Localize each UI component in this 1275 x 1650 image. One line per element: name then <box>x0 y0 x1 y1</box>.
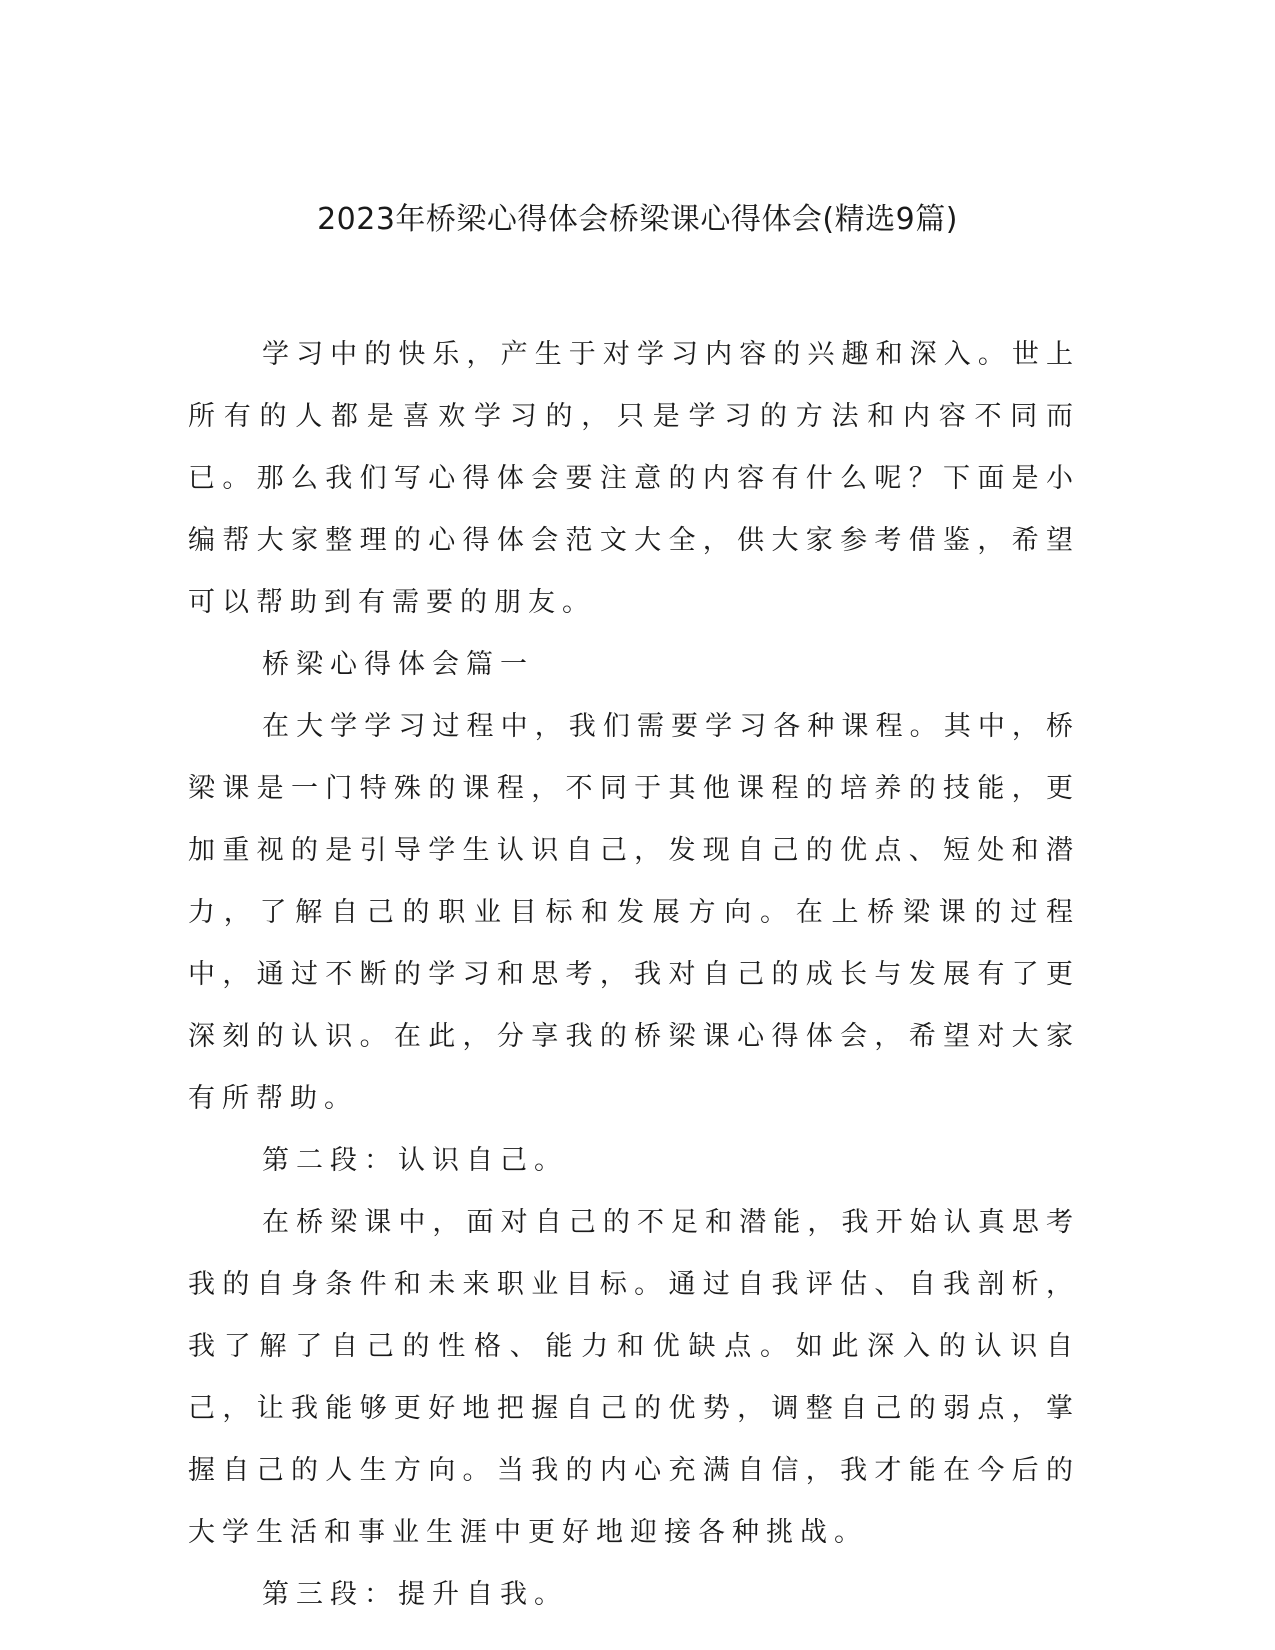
section-heading: 第二段：认识自己。 <box>262 1145 568 1176</box>
body-paragraph: 在桥梁课中，面对自己的不足和潜能，我开始认真思考我的自身条件和未来职业目标。通过自我评估、自我剖析，我了解了自己的性格、能力和优缺点。如此深入的认识自己，让我能够更好地把握自己的优势，调整自己的弱点，掌握自己的人生方向。当我的内心充满自信，我才能在今后的大学生活和事业生涯中更好地迎接各种挑战。 <box>188 1207 1080 1548</box>
intro-paragraph: 学习中的快乐，产生于对学习内容的兴趣和深入。世上所有的人都是喜欢学习的，只是学习的方法和内容不同而已。那么我们写心得体会要注意的内容有什么呢？下面是小编帮大家整理的心得体会范文大全，供大家参考借鉴，希望可以帮助到有需要的朋友。 <box>188 339 1080 618</box>
section-heading: 桥梁心得体会篇一 <box>262 649 534 680</box>
document-body <box>188 324 1080 1626</box>
section-heading: 第三段：提升自我。 <box>262 1579 568 1610</box>
document-title: 2023年桥梁心得体会桥梁课心得体会(精选9篇) <box>317 202 958 237</box>
body-paragraph: 在大学学习过程中，我们需要学习各种课程。其中，桥梁课是一门特殊的课程，不同于其他课程的培养的技能，更加重视的是引导学生认识自己，发现自己的优点、短处和潜力，了解自己的职业目标和发展方向。在上桥梁课的过程中，通过不断的学习和思考，我对自己的成长与发展有了更深刻的认识。在此，分享我的桥梁课心得体会，希望对大家有所帮助。 <box>188 711 1080 1114</box>
